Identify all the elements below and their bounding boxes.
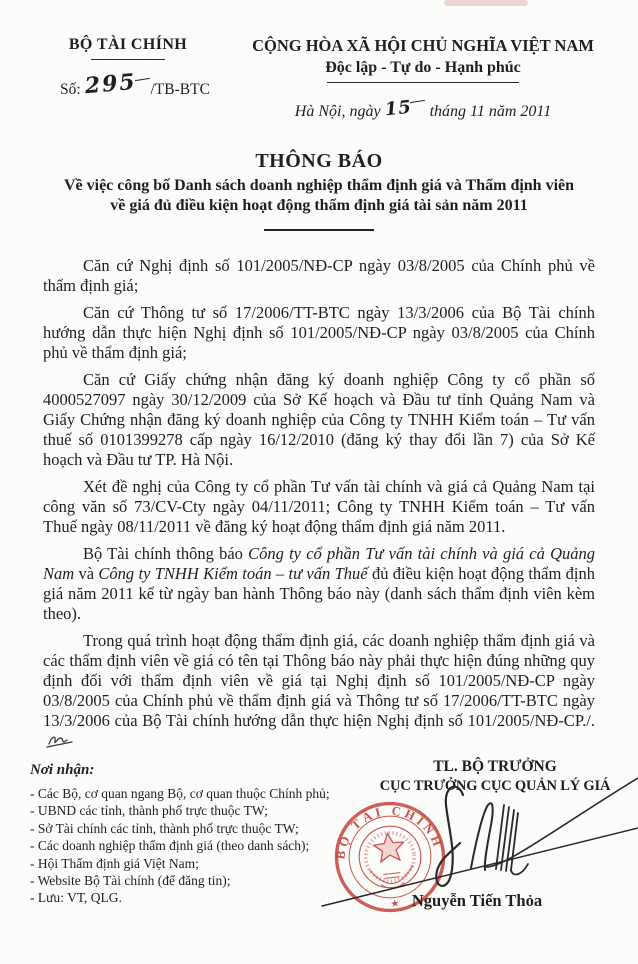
recipient-item: - Các doanh nghiệp thẩm định giá (theo danh sách); (30, 838, 310, 854)
document-number-suffix: /TB-BTC (150, 81, 210, 98)
recipient-item: - Các Bộ, cơ quan ngang Bộ, cơ quan thuộc Chính phủ; (30, 786, 330, 801)
recipient-item: - Website Bộ Tài chính (để đăng tin); (30, 873, 231, 889)
national-motto: Độc lập - Tự do - Hạnh phúc (325, 59, 521, 76)
title-underline (264, 229, 374, 231)
header-issuing-org (38, 36, 218, 100)
title-block (0, 150, 638, 231)
header-national (248, 36, 598, 121)
recipients-label: Nơi nhận: (30, 762, 95, 778)
handwritten-initial-scribble (46, 733, 74, 749)
pen-stroke (135, 78, 150, 81)
document-number-handwritten: 295 (83, 68, 138, 100)
paragraph-4: Xét đề nghị của Công ty cổ phần Tư vấn tài chính và giá cả Quảng Nam tại công văn số 73/CV-Cty ngày 04/11/2011; Công ty TNHH Kiểm toán – Tư vấn Thuế ngày 08/11/2011 về đăng ký hoạt động thẩm định giá năm 2011. (43, 477, 595, 536)
paragraph-6-text: Trong quá trình hoạt động thẩm định giá, các doanh nghiệp thẩm định giá và các thẩm định viên về giá có tên tại Thông báo này phải thực hiện đúng những quy định đối với thẩm định viên về giá tại Nghị định số 101/2005/NĐ-CP ngày 03/8/2005 của Chính phủ về thẩm định giá và Thông tư số 17/2006/TT-BTC ngày 13/3/2006 của Bộ Tài chính hướng dẫn thực hiện Nghị định số 101/2005/NĐ-CP./. (43, 631, 595, 730)
document-body (43, 256, 595, 758)
motto-underline (327, 82, 519, 83)
scan-smudge (444, 0, 528, 6)
paragraph-5-text: đủ điều kiện hoạt động thẩm định giá năm 2011 kể từ ngày ban hành Thông báo này (danh sách thẩm định viên kèm theo). (43, 564, 596, 623)
paragraph-5-text: Bộ Tài chính thông báo (83, 544, 249, 563)
document-number (38, 68, 218, 100)
date-day-handwritten: 15 (383, 96, 413, 121)
paragraph-5 (43, 544, 595, 624)
ministry-name: BỘ TÀI CHÍNH (68, 36, 188, 53)
seal-text: BỘ TÀI CHÍNH (333, 803, 446, 861)
pen-stroke (410, 100, 425, 103)
paragraph-5-text: và (74, 564, 99, 583)
recipient-item: - Sở Tài chính các tỉnh, thành phố trực thuộc TW; (30, 820, 299, 836)
document-type-heading: THÔNG BÁO (255, 150, 383, 172)
document-subject (0, 176, 638, 216)
document-number-prefix: Số: (60, 81, 81, 98)
paragraph-6 (43, 631, 595, 751)
signer-name: Nguyễn Tiến Thỏa (411, 891, 543, 910)
recipient-item: - UBND các tỉnh, thành phố trực thuộc TW; (30, 803, 268, 819)
place-date-line (248, 96, 598, 121)
subject-line-2: về giá đủ điều kiện hoạt động thẩm định giá tài sản năm 2011 (110, 197, 528, 214)
recipient-item: - Lưu: VT, QLG. (30, 890, 122, 906)
seal-star-icon: ★ (389, 898, 401, 911)
subject-line-1: Về việc công bố Danh sách doanh nghiệp thẩm định giá và Thẩm định viên (63, 177, 575, 194)
national-title: CỘNG HÒA XÃ HỘI CHỦ NGHĨA VIỆT NAM (252, 36, 594, 55)
company-name-italic-1: Công ty cổ phần Tư vấn tài chính và giá cả Quảng Nam (43, 544, 595, 583)
paragraph-2: Căn cứ Thông tư số 17/2006/TT-BTC ngày 13/3/2006 của Bộ Tài chính hướng dẫn thực hiện Nghị định số 101/2005/NĐ-CP ngày 03/8/2005 của Chính phủ về thẩm định giá; (43, 303, 595, 362)
paragraph-1: Căn cứ Nghị định số 101/2005/NĐ-CP ngày 03/8/2005 của Chính phủ về thẩm định giá; (43, 256, 595, 295)
ministry-underline (91, 59, 165, 60)
date-suffix: tháng 11 năm 2011 (429, 103, 552, 120)
signer-title-line2: CỤC TRƯỞNG CỤC QUẢN LÝ GIÁ (379, 778, 611, 794)
company-name-italic-2: Công ty TNHH Kiểm toán – tư vấn Thuế (98, 564, 368, 583)
signer-title-line1: TL. BỘ TRƯỞNG (433, 758, 557, 775)
recipient-item: - Hội Thẩm định giá Việt Nam; (30, 855, 199, 871)
paragraph-3: Căn cứ Giấy chứng nhận đăng ký doanh nghiệp Công ty cổ phần số 4000527097 ngày 30/12/2009 của Sở Kế hoạch và Đầu tư tỉnh Quảng Nam và Giấy Chứng nhận đăng ký doanh nghiệp của Công ty TNHH Kiểm toán – Tư vấn thuế số 0101399278 cấp ngày 16/12/2010 (đăng ký thay đổi lần 7) của Sở Kế hoạch và Đầu tư TP. Hà Nội. (43, 370, 595, 469)
date-prefix: Hà Nội, ngày (294, 103, 381, 120)
